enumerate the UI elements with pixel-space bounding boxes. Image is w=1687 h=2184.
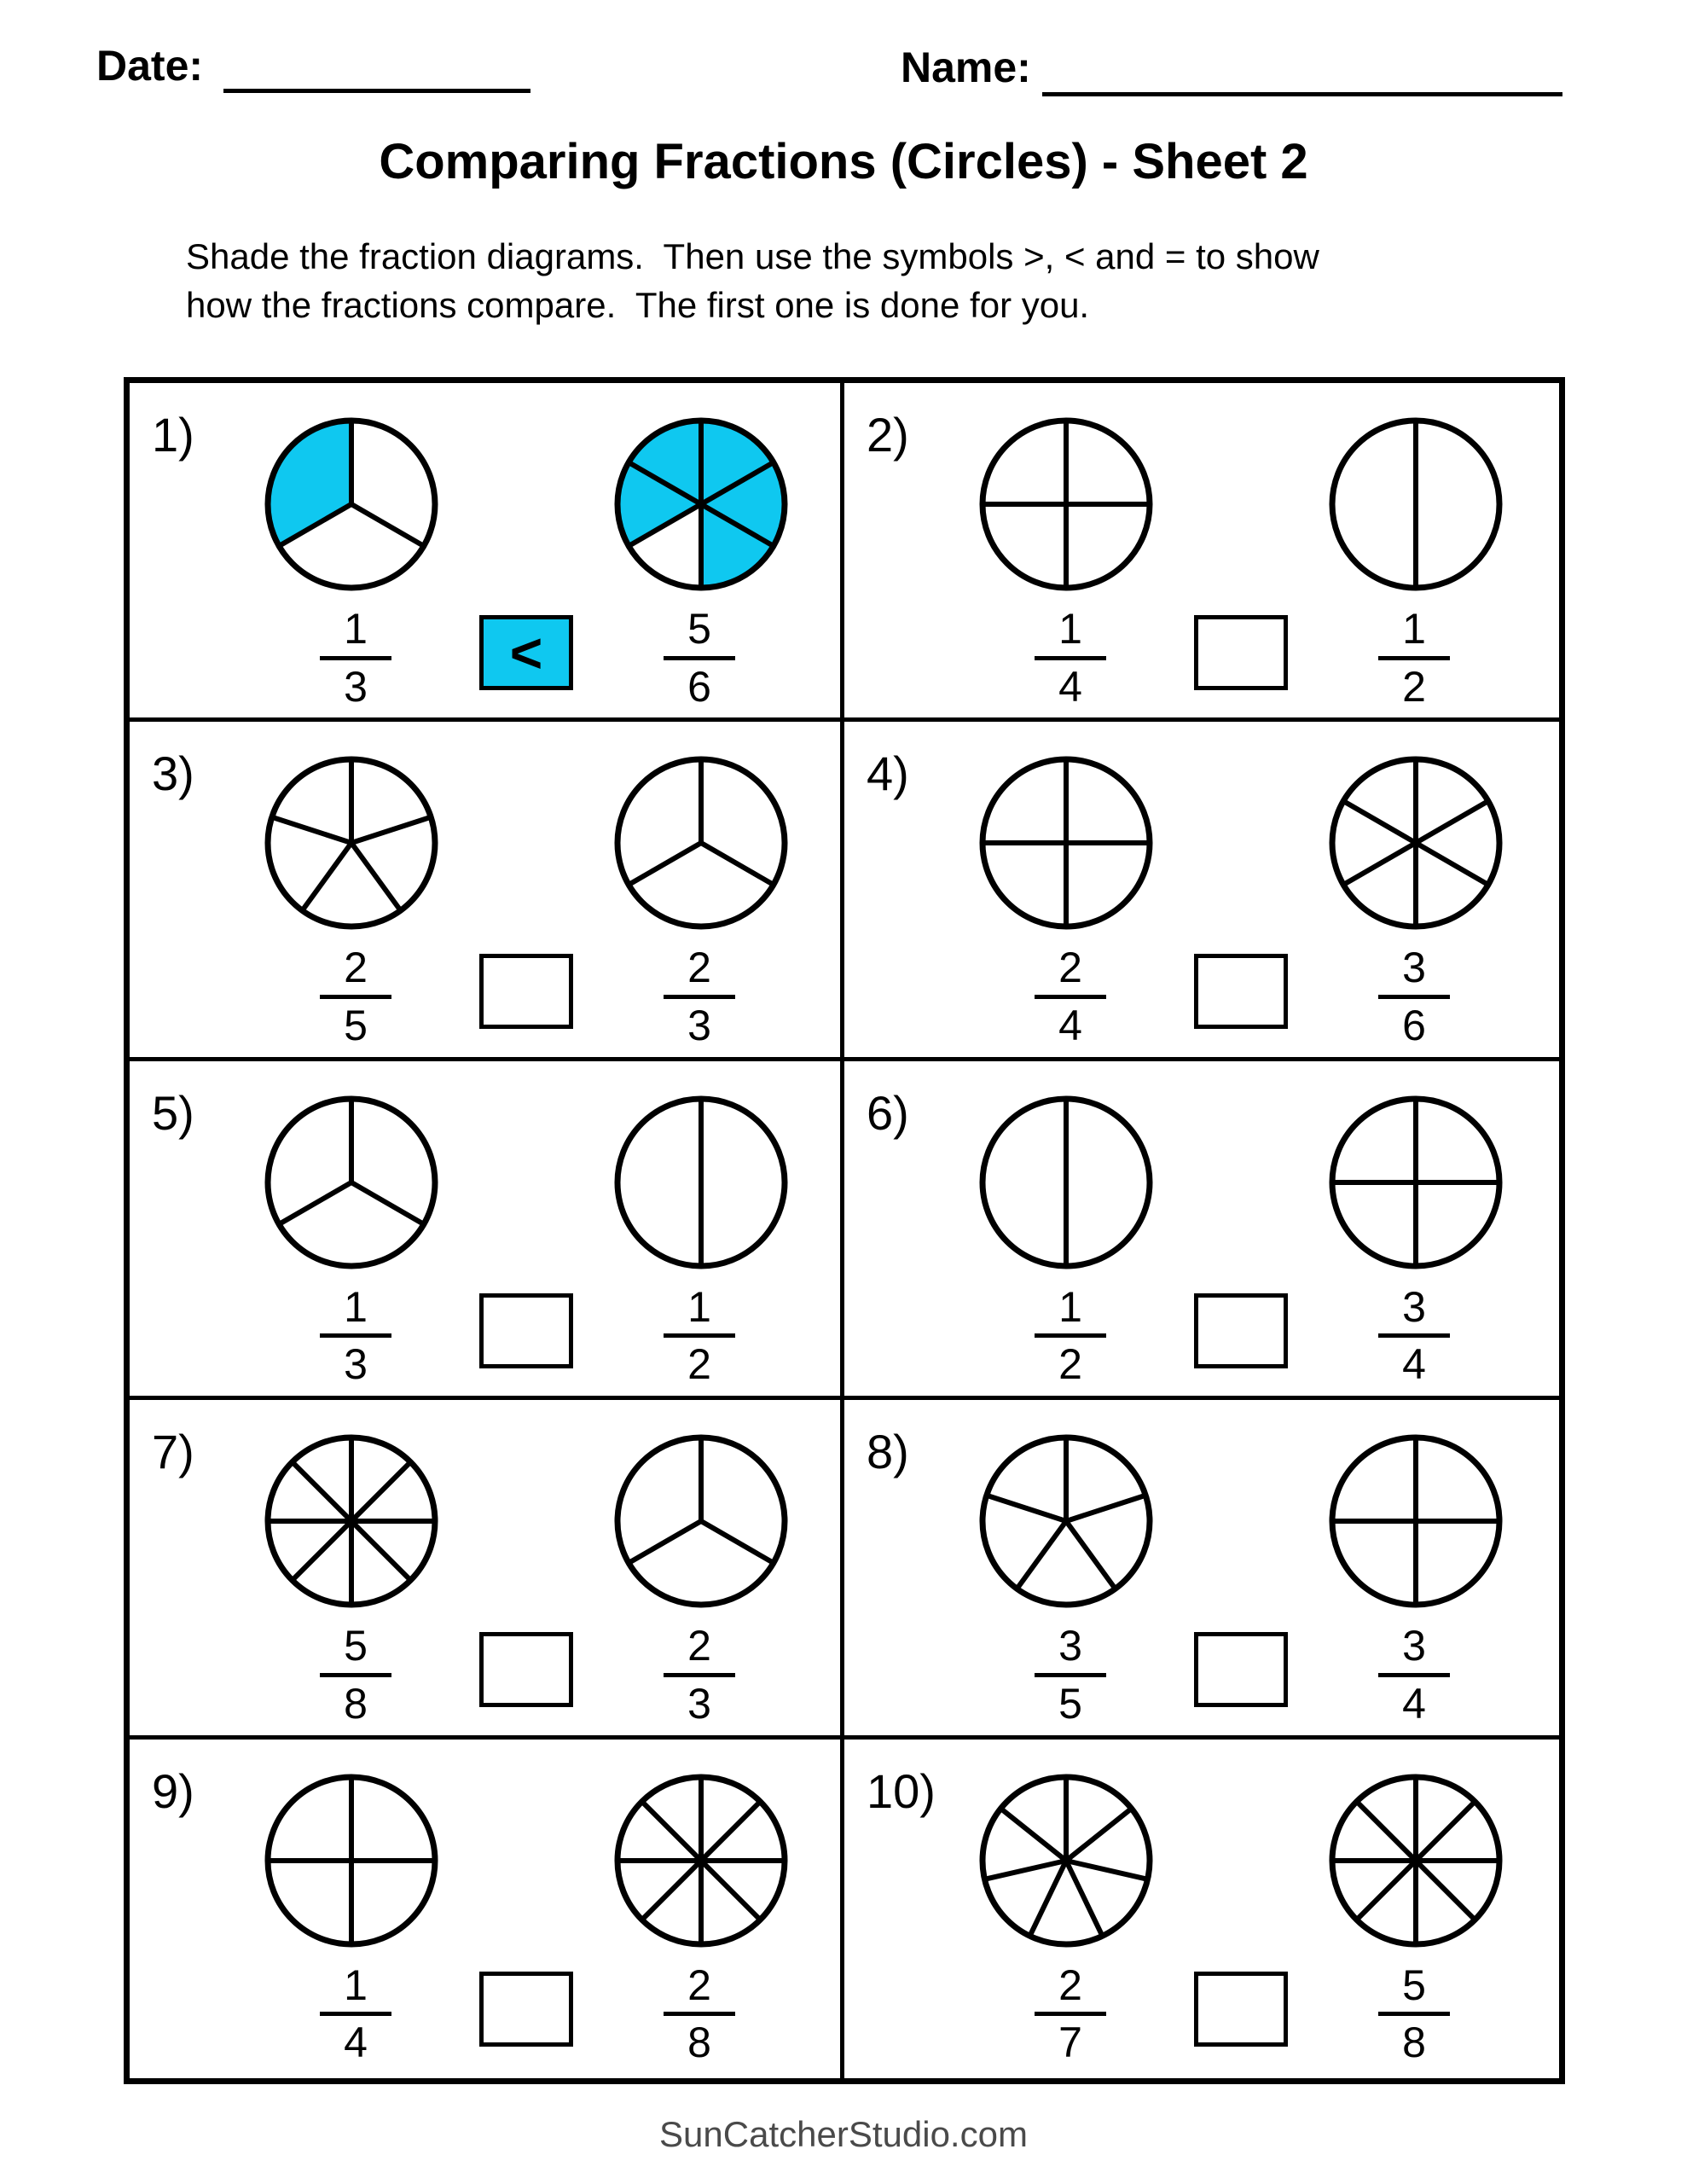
numerator: 2 [687, 944, 711, 992]
numerator: 2 [1058, 1960, 1082, 2009]
denominator: 8 [687, 2018, 711, 2067]
fraction-circle-right-svg[interactable] [1325, 752, 1506, 933]
denominator: 2 [1402, 662, 1426, 711]
fraction-circle-right-svg[interactable] [1325, 1770, 1506, 1951]
fraction-circle-right[interactable] [1325, 752, 1506, 933]
numerator: 3 [1402, 944, 1426, 992]
fraction-bar [1035, 2012, 1106, 2016]
sector-divider-line [1066, 1808, 1132, 1860]
answer-box[interactable] [1194, 1632, 1288, 1707]
sector-divider-line [1066, 1861, 1103, 1936]
numerator: 1 [1402, 605, 1426, 653]
fraction-left [1035, 945, 1106, 1048]
denominator: 3 [687, 1679, 711, 1728]
numerator: 3 [1058, 1622, 1082, 1670]
sector-divider-line [1357, 1801, 1416, 1860]
numerator: 1 [1058, 605, 1082, 653]
fraction-circle-left[interactable] [261, 1431, 442, 1612]
sector-divider-line [1357, 1861, 1416, 1920]
fraction-left [1035, 1960, 1106, 2067]
sector-divider-line [1066, 1496, 1145, 1521]
sector-divider-line [1416, 1801, 1475, 1860]
sector-divider-line [351, 843, 401, 910]
fraction-right [664, 607, 735, 709]
fraction-circle-right-svg[interactable] [611, 752, 791, 933]
numerator: 3 [1402, 1622, 1426, 1670]
problem-number: 9) [152, 1763, 194, 1818]
sector-divider-line [701, 1861, 760, 1920]
fraction-right [664, 1623, 735, 1726]
denominator: 4 [1058, 662, 1082, 711]
instructions [186, 232, 1319, 329]
fraction-circle-right[interactable] [1325, 1431, 1506, 1612]
problem-cell [130, 383, 844, 722]
sector-divider-line [1343, 843, 1416, 885]
problem-number: 6) [867, 1085, 909, 1140]
sector-divider-line [351, 1521, 410, 1580]
fraction-bar [320, 995, 391, 999]
sector-divider-line [701, 843, 774, 885]
fraction-circle-right[interactable] [611, 752, 791, 933]
denominator: 7 [1058, 2018, 1082, 2067]
fraction-bar [1378, 2012, 1450, 2016]
fraction-circle-left[interactable] [976, 414, 1157, 595]
date-input-line[interactable] [223, 89, 530, 93]
answer-box[interactable] [479, 1972, 573, 2047]
fraction-bar [664, 2012, 735, 2016]
denominator: 4 [344, 2018, 368, 2067]
numerator: 1 [344, 605, 368, 653]
fraction-right [1378, 1282, 1450, 1389]
numerator: 2 [687, 1960, 711, 2009]
denominator: 5 [1058, 1679, 1082, 1728]
fraction-circle-left-svg[interactable] [976, 752, 1157, 933]
sector-divider-line [351, 817, 431, 843]
problem-cell [844, 1061, 1559, 1400]
fraction-bar [1378, 656, 1450, 660]
fraction-circle-left-svg[interactable] [261, 1770, 442, 1951]
numerator: 2 [1058, 944, 1082, 992]
fraction-left [320, 1282, 391, 1389]
fraction-circle-left[interactable] [976, 1431, 1157, 1612]
sector-divider-line [1343, 801, 1416, 843]
fraction-bar [1378, 1333, 1450, 1338]
fraction-left [320, 1623, 391, 1726]
problem-number: 7) [152, 1425, 194, 1479]
problem-number: 5) [152, 1085, 194, 1140]
denominator: 5 [344, 1001, 368, 1049]
name-label: Name: [901, 44, 1031, 91]
problem-cell [844, 722, 1559, 1060]
sector-divider-line [279, 1182, 351, 1224]
fraction-right [1378, 1960, 1450, 2067]
fraction-bar [1378, 995, 1450, 999]
fraction-circle-left-svg[interactable] [976, 1431, 1157, 1612]
sector-divider-line [701, 1801, 760, 1860]
sector-divider-line [351, 1182, 424, 1224]
problem-number: 2) [867, 408, 909, 462]
answer-box[interactable] [479, 615, 573, 690]
fraction-circle-right-svg[interactable] [611, 1770, 791, 1951]
problem-cell [130, 722, 844, 1060]
sector-divider-line [293, 1462, 351, 1521]
fraction-bar [320, 2012, 391, 2016]
problem-number: 3) [152, 746, 194, 801]
fraction-circle-right[interactable] [1325, 414, 1506, 595]
fraction-bar [1378, 1673, 1450, 1677]
fraction-right [664, 1960, 735, 2067]
fraction-right [1378, 607, 1450, 709]
sector-divider-line [1066, 1521, 1116, 1589]
sector-divider-line [1000, 1808, 1066, 1860]
fraction-circle-right-svg[interactable] [1325, 414, 1506, 595]
fraction-circle-right[interactable] [1325, 1092, 1506, 1273]
fraction-left [1035, 1282, 1106, 1389]
answer-box[interactable] [479, 1293, 573, 1368]
fraction-bar [664, 1673, 735, 1677]
answer-box[interactable] [1194, 954, 1288, 1029]
numerator: 3 [1402, 1282, 1426, 1331]
fraction-left [1035, 607, 1106, 709]
denominator: 6 [687, 662, 711, 711]
fraction-bar [664, 995, 735, 999]
fraction-circle-left[interactable] [261, 1092, 442, 1273]
sector-divider-line [1029, 1861, 1066, 1936]
sector-divider-line [701, 1521, 774, 1563]
fraction-right [1378, 945, 1450, 1048]
denominator: 4 [1058, 1001, 1082, 1049]
denominator: 2 [687, 1340, 711, 1389]
sector-divider-line [272, 817, 351, 843]
sector-divider-line [984, 1861, 1066, 1879]
instructions-line2: how the fractions compare. The first one is done for you. [186, 285, 1090, 325]
problem-cell [130, 1400, 844, 1739]
fraction-left [320, 945, 391, 1048]
numerator: 1 [1058, 1282, 1082, 1331]
denominator: 3 [344, 662, 368, 711]
sector-divider-line [302, 843, 351, 910]
denominator: 4 [1402, 1679, 1426, 1728]
sector-divider-line [629, 1521, 701, 1563]
sector-divider-line [629, 843, 701, 885]
answer-box[interactable] [1194, 1293, 1288, 1368]
fraction-circle-right[interactable] [611, 414, 791, 595]
fraction-circle-right-svg[interactable] [611, 414, 791, 595]
denominator: 4 [1402, 1340, 1426, 1389]
sector-divider-line [293, 1521, 351, 1580]
fraction-circle-left[interactable] [261, 752, 442, 933]
instructions-line1: Shade the fraction diagrams. Then use the symbols >, < and = to show [186, 236, 1319, 276]
problem-cell [844, 1740, 1559, 2078]
numerator: 1 [344, 1960, 368, 2009]
problem-cell [844, 383, 1559, 722]
fraction-circle-right-svg[interactable] [611, 1431, 791, 1612]
fraction-circle-right[interactable] [611, 1092, 791, 1273]
fraction-circle-right[interactable] [1325, 1770, 1506, 1951]
problem-cell [130, 1061, 844, 1400]
fraction-circle-left-svg[interactable] [261, 414, 442, 595]
fraction-circle-right-svg[interactable] [1325, 1092, 1506, 1273]
problems-grid [124, 377, 1565, 2084]
denominator: 8 [1402, 2018, 1426, 2067]
fraction-left [320, 1960, 391, 2067]
fraction-bar [1035, 995, 1106, 999]
numerator: 5 [687, 605, 711, 653]
sector-divider-line [987, 1496, 1066, 1521]
fraction-circle-left-svg[interactable] [976, 414, 1157, 595]
fraction-circle-left[interactable] [976, 1092, 1157, 1273]
fraction-circle-left[interactable] [261, 414, 442, 595]
sector-divider-line [1416, 843, 1488, 885]
fraction-circle-left-svg[interactable] [976, 1092, 1157, 1273]
denominator: 2 [1058, 1340, 1082, 1389]
fraction-circle-left[interactable] [261, 1770, 442, 1951]
fraction-right [1378, 1623, 1450, 1726]
answer-box[interactable] [479, 954, 573, 1029]
fraction-circle-left-svg[interactable] [261, 752, 442, 933]
fraction-bar [1035, 1333, 1106, 1338]
date-label: Date: [96, 42, 204, 90]
numerator: 2 [687, 1622, 711, 1670]
problem-number: 10) [867, 1763, 936, 1818]
comparison-symbol: < [509, 621, 543, 684]
fraction-circle-right[interactable] [611, 1431, 791, 1612]
fraction-bar [320, 656, 391, 660]
numerator: 1 [687, 1282, 711, 1331]
name-input-line[interactable] [1042, 92, 1562, 96]
fraction-left [320, 607, 391, 709]
problem-number: 1) [152, 408, 194, 462]
fraction-left [1035, 1623, 1106, 1726]
footer-credit: SunCatcherStudio.com [659, 2114, 1028, 2154]
problem-number: 8) [867, 1425, 909, 1479]
fraction-circle-left-svg[interactable] [976, 1770, 1157, 1951]
fraction-bar [664, 1333, 735, 1338]
sector-divider-line [1416, 801, 1488, 843]
fraction-bar [320, 1673, 391, 1677]
denominator: 3 [344, 1340, 368, 1389]
problem-number: 4) [867, 746, 909, 801]
fraction-circle-left[interactable] [976, 1770, 1157, 1951]
fraction-circle-right[interactable] [611, 1770, 791, 1951]
denominator: 3 [687, 1001, 711, 1049]
fraction-circle-right-svg[interactable] [611, 1092, 791, 1273]
sector-divider-line [1416, 1861, 1475, 1920]
answer-box[interactable] [1194, 615, 1288, 690]
fraction-right [664, 945, 735, 1048]
fraction-circle-left[interactable] [976, 752, 1157, 933]
fraction-bar [1035, 1673, 1106, 1677]
fraction-right [664, 1282, 735, 1389]
sector-divider-line [351, 504, 424, 546]
problem-cell [130, 1740, 844, 2078]
fraction-circle-right-svg[interactable] [1325, 1431, 1506, 1612]
numerator: 2 [344, 944, 368, 992]
answer-box[interactable] [479, 1632, 573, 1707]
fraction-bar [320, 1333, 391, 1338]
fraction-circle-left-svg[interactable] [261, 1092, 442, 1273]
numerator: 1 [344, 1282, 368, 1331]
numerator: 5 [344, 1622, 368, 1670]
sector-divider-line [642, 1801, 701, 1860]
numerator: 5 [1402, 1960, 1426, 2009]
sector-divider-line [1017, 1521, 1066, 1589]
problem-cell [844, 1400, 1559, 1739]
fraction-circle-left-svg[interactable] [261, 1431, 442, 1612]
sector-divider-line [351, 1462, 410, 1521]
denominator: 6 [1402, 1001, 1426, 1049]
sector-divider-line [1066, 1861, 1148, 1879]
page-title: Comparing Fractions (Circles) - Sheet 2 [379, 134, 1308, 189]
fraction-bar [664, 656, 735, 660]
denominator: 8 [344, 1679, 368, 1728]
sector-divider-line [642, 1861, 701, 1920]
answer-box[interactable] [1194, 1972, 1288, 2047]
fraction-bar [1035, 656, 1106, 660]
